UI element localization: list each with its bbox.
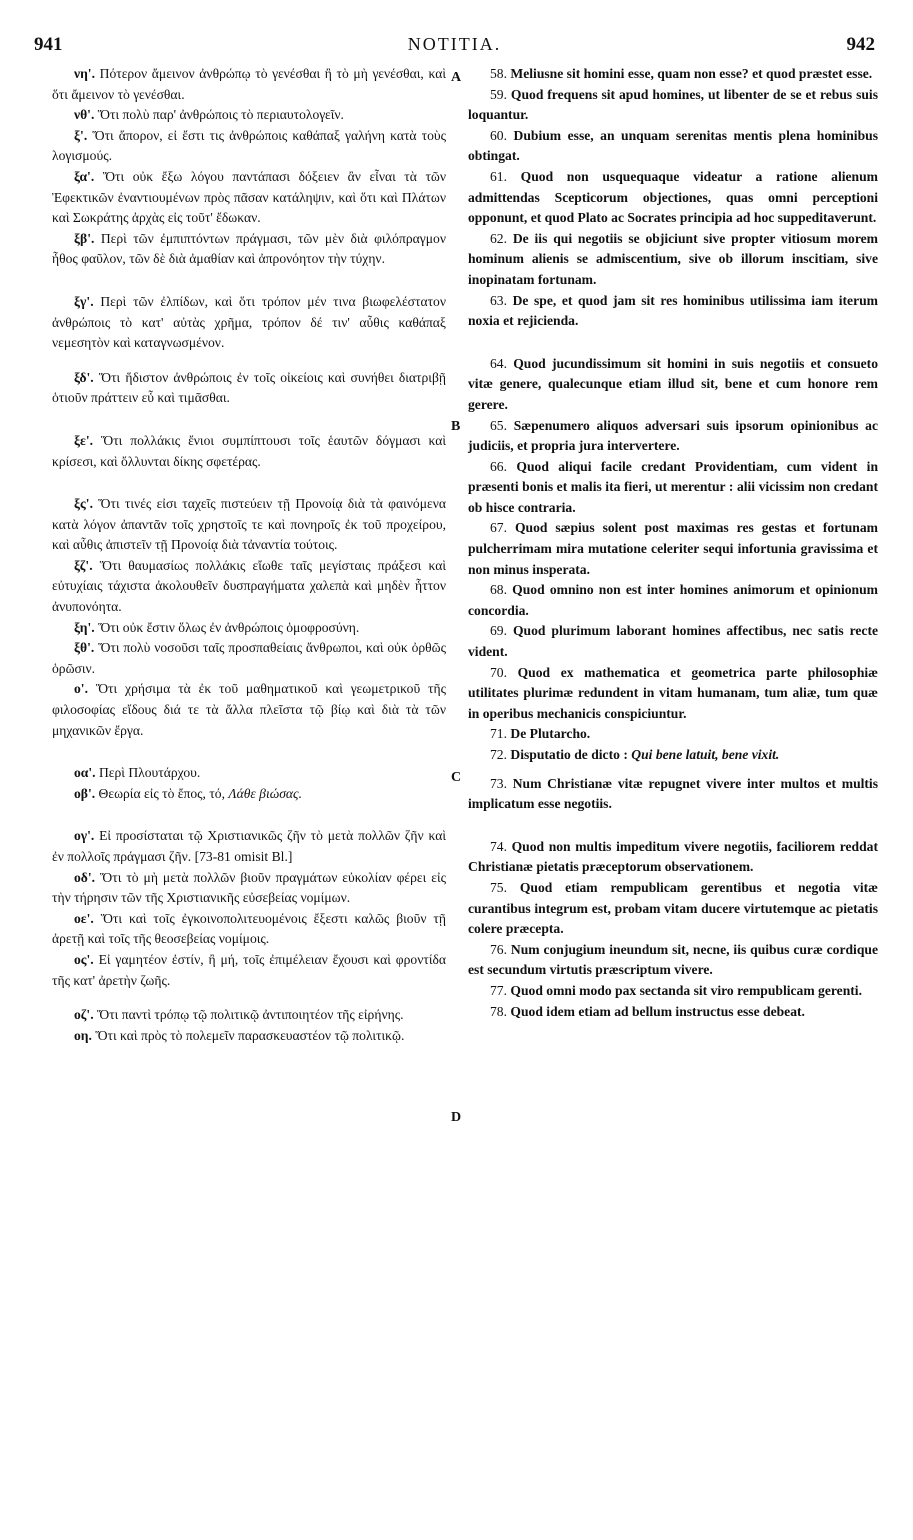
greek-entry-61: ξα'. Ὅτι οὐκ ἔξω λόγου παντάπασι δόξειεν ἂν εἶναι τὰ τῶν Ἐφεκτικῶν ἐναντιουμένων πρὸς πᾶσαν κατάληψιν, καὶ ὅτι καὶ Πλάτων καὶ Σωκράτης ἀρχὰς εἰς τοῦτ' ἔδωκαν. xyxy=(52,168,446,226)
running-title: NOTITIA. xyxy=(407,34,502,54)
margin-marker-a: A xyxy=(451,70,462,85)
latin-entry-78: 78. Quod idem etiam ad bellum instructus esse debeat. xyxy=(490,1003,805,1019)
latin-entry-61: 61. Quod non usquequaque videatur a ratione alienum admittendas Scepticorum objectiones, quas omni perceptioni opponunt, et quod Plato ac Socrates principia ad hoc suppeditaverunt. xyxy=(468,168,878,226)
page-header xyxy=(34,34,875,58)
margin-marker-c: C xyxy=(451,770,462,785)
margin-marker-b: B xyxy=(451,419,461,434)
latin-entry-71: 71. De Plutarcho. xyxy=(490,726,591,742)
greek-entry-77: οζ'. Ὅτι παντὶ τρόπῳ τῷ πολιτικῷ ἀντιποιητέον τῆς εἰρήνης. xyxy=(74,1007,404,1023)
greek-entry-69: ξθ'. Ὅτι πολὺ νοσοῦσι ταῖς προσπαθείαις ἄνθρωποι, καὶ οὐκ ὀρθῶς ὁρῶσιν. xyxy=(52,640,446,676)
greek-entry-73: ογ'. Εἰ προσίσταται τῷ Χριστιανικῶς ζῆν τὸ μετὰ πολλῶν ζῆν καὶ ἐν πολλοῖς πράγμασι ζῆν. [73-81 omisit Bl.] xyxy=(52,828,446,864)
greek-entry-74: οδ'. Ὅτι τὸ μὴ μετὰ πολλῶν βιοῦν πραγμάτων εὐκολίαν φέρει εἰς τὴν τήρησιν τῶν τῆς Χριστιανικῆς εὐσεβείας νομίμων. xyxy=(52,869,447,906)
greek-column xyxy=(52,64,446,1046)
latin-entry-72: 72. Disputatio de dicto : Qui bene latuit, bene vixit. xyxy=(490,747,780,762)
latin-entry-65: 65. Sæpenumero aliquos adversari suis ipsorum opinionibus ac judiciis, et propria jura intervertere. xyxy=(468,417,878,454)
latin-entry-66: 66. Quod aliqui facile credant Providentiam, cum vident in præsenti bonis et malis ita fieri, ut merentur : alii vicissim non credant ob hisce contraria. xyxy=(468,458,878,515)
greek-entry-63: ξγ'. Περὶ τῶν ἐλπίδων, καὶ ὅτι τρόπον μέν τινα βιωφελέστατον ἀνθρώποις τὸ κατ' αὐτὰς χρῆμα, τρόπον δέ τιν' αὖθις καθάπαξ νεμεσητὸν καὶ καταγνωσμένον. xyxy=(52,293,446,351)
greek-entry-60: ξ'. Ὅτι ἄπορον, εἰ ἔστι τις ἀνθρώποις καθάπαξ γαλήνη κατὰ τοὺς λογισμούς. xyxy=(52,127,447,164)
latin-entry-70: 70. Quod ex mathematica et geometrica parte philosophiæ utilitates plurimæ redundent in vitam humanam, tum aliæ, tum quæ in operibus mechanicis conspiciuntur. xyxy=(468,664,878,721)
right-page-number: 942 xyxy=(846,34,875,55)
latin-entry-60: 60. Dubium esse, an unquam serenitas mentis plena hominibus obtingat. xyxy=(468,127,878,164)
greek-entry-64: ξδ'. Ὅτι ἥδιστον ἀνθρώποις ἐν τοῖς οἰκείοις καὶ συνήθει διατριβῇ ὁτιοῦν πράττειν εὖ καὶ τιμᾶσθαι. xyxy=(52,369,446,406)
latin-entry-73: 73. Num Christianæ vitæ repugnet vivere inter multos et multis implicatum esse negotiis. xyxy=(468,775,878,812)
latin-entry-62: 62. De iis qui negotiis se objiciunt sive propter vitiosum morem hominum alienis se admiscentium, sive ob illorum inscitiam, sive inopinatam fortunam. xyxy=(468,230,878,287)
greek-entry-65: ξε'. Ὅτι πολλάκις ἔνιοι συμπίπτουσι τοῖς ἑαυτῶν δόγμασι καὶ κρίσεσι, καὶ ὄλλυνται δίκης σφετέρας. xyxy=(52,432,446,469)
greek-entry-75: οε'. Ὅτι καὶ τοῖς ἐγκοινοπολιτευομένοις ἔξεστι καλῶς βιοῦν τῇ ἀρετῇ καὶ τοῖς τῆς θεοσεβείας νομίμοις. xyxy=(52,910,446,947)
greek-entry-62: ξβ'. Περὶ τῶν ἐμπιπτόντων πράγμασι, τῶν μὲν διὰ φιλόπραγμον ἦθος φαῦλον, τῶν δὲ διὰ ἀμαθίαν καὶ ἀπρονόητον τὴν τύχην. xyxy=(52,230,446,267)
greek-entry-59: νθ'. Ὅτι πολὺ παρ' ἀνθρώποις τὸ περιαυτολογεῖν. xyxy=(74,107,344,123)
greek-entry-66: ξς'. Ὅτι τινές εἰσι ταχεῖς πιστεύειν τῇ Προνοίᾳ διὰ τὰ φαινόμενα κατὰ λόγον ἀπαντᾶν τοῖς χρηστοῖς τε καὶ πονηροῖς ἐκ τοῦ προχείρου, καὶ αὖθις ἀπιστεῖν τῇ Προνοίᾳ διὰ τἀναντία τούτοις. xyxy=(52,496,446,553)
greek-entry-70: ο'. Ὅτι χρήσιμα τὰ ἐκ τοῦ μαθηματικοῦ καὶ γεωμετρικοῦ τῆς φιλοσοφίας εἴδους διά τε τὰ ἄλλα πλεῖστα τῷ βίῳ καὶ διὰ τὰ τῶν μηχανικῶν ἔργα. xyxy=(52,681,446,738)
latin-entry-77: 77. Quod omni modo pax sectanda sit viro rempublicam gerenti. xyxy=(490,982,862,998)
latin-entry-69: 69. Quod plurimum laborant homines affectibus, nec satis recte vident. xyxy=(468,623,879,660)
greek-entry-78: οη. Ὅτι καὶ πρὸς τὸ πολεμεῖν παρασκευαστέον τῷ πολιτικῷ. xyxy=(74,1027,405,1043)
latin-entry-75: 75. Quod etiam rempublicam gerentibus et negotia vitæ curantibus integrum est, probam vitam ducere virtutemque ac pietatis colere præcepta. xyxy=(468,879,878,937)
latin-entry-64: 64. Quod jucundissimum sit homini in suis negotiis et consueto vitæ genere, qualecunque etiam illud sit, bene et cum honore rem gerere. xyxy=(468,355,878,412)
latin-entry-76: 76. Num conjugium ineundum sit, necne, iis quibus curæ cordique est secundum virtutis præscriptum vivere. xyxy=(468,941,878,978)
latin-column xyxy=(468,64,878,1022)
greek-entry-58: νη'. Πότερον ἄμεινον ἀνθρώπῳ τὸ γενέσθαι ἢ τὸ μὴ γενέσθαι, καὶ ὅτι ἄμεινον τὸ γενέσθαι. xyxy=(52,66,446,102)
left-page-number: 941 xyxy=(34,34,63,55)
latin-entry-67: 67. Quod sæpius solent post maximas res gestas et fortunam pulcherrimam mira mutatione celeriter sequi infortunia gravissima et non minus insperata. xyxy=(468,520,878,577)
latin-entry-74: 74. Quod non multis impeditum vivere negotiis, faciliorem reddat Christianæ pietatis præceptorum observationem. xyxy=(468,838,878,875)
greek-entry-67: ξζ'. Ὅτι θαυμασίως πολλάκις εἴωθε ταῖς μεγίσταις πράξεσι καὶ εὐτυχίαις τάχιστα ἀκολουθεῖν δυσπραγήματα χαλεπὰ καὶ μηδὲν ἧττον ἀνυπονόητα. xyxy=(52,557,446,615)
latin-entry-68: 68. Quod omnino non est inter homines animorum et opinionum concordia. xyxy=(468,582,879,618)
margin-marker-d: D xyxy=(451,1110,462,1125)
latin-entry-58: 58. Meliusne sit homini esse, quam non esse? et quod præstet esse. xyxy=(490,66,873,81)
greek-entry-72: οβ'. Θεωρία εἰς τὸ ἔπος, τό, Λάθε βιώσας. xyxy=(74,785,302,801)
latin-entry-63: 63. De spe, et quod jam sit res hominibus utilissima iam iterum noxia et rejicienda. xyxy=(468,292,878,329)
greek-entry-68: ξη'. Ὅτι οὐκ ἔστιν ὅλως ἐν ἀνθρώποις ὁμοφροσύνη. xyxy=(74,619,360,635)
greek-entry-76: ος'. Εἰ γαμητέον ἐστίν, ἢ μή, τοῖς ἐπιμέλειαν ἔχουσι καὶ φροντίδα τῆς κατ' ἀρετὴν ζωῆς. xyxy=(52,951,446,988)
latin-entry-59: 59. Quod frequens sit apud homines, ut libenter de se et rebus suis loquantur. xyxy=(468,86,878,123)
greek-entry-71: οα'. Περὶ Πλουτάρχου. xyxy=(74,765,201,781)
